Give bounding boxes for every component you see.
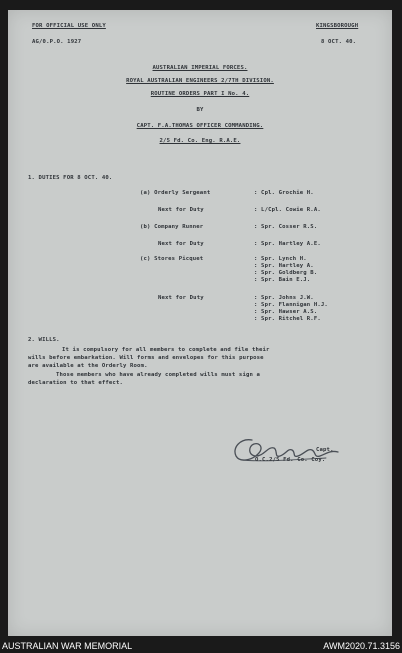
duty-name: : Spr. Hawser A.S. (254, 309, 318, 315)
duty-name: : Spr. Johns J.W. (254, 295, 314, 301)
section-2-heading: 2. WILLS. (28, 337, 60, 343)
archive-reference: AWM2020.71.3156 (323, 641, 400, 651)
title-line-6: 2/5 Fd. Co. Eng. R.A.E. (159, 138, 241, 144)
duty-name: : Spr. Flannigan H.J. (254, 302, 328, 308)
duty-label: (b) Company Runner (140, 224, 204, 230)
duty-name: : Cpl. Grochie H. (254, 190, 314, 196)
duty-name: : Spr. Cosser R.S. (254, 224, 318, 230)
duty-label: (a) Orderly Sergeant (140, 190, 211, 196)
archive-name: AUSTRALIAN WAR MEMORIAL (2, 641, 133, 651)
title-line-2: ROYAL AUSTRALIAN ENGINEERS 2/7TH DIVISION. (126, 78, 274, 84)
section-1-heading: 1. DUTIES FOR 8 OCT. 40. (28, 175, 113, 181)
duty-name: : Spr. Lynch H. (254, 256, 307, 262)
wills-paragraph-line: are available at the Orderly Room. (28, 363, 148, 369)
duty-name: : Spr. Goldberg B. (254, 270, 318, 276)
duty-name: : Spr. Hartley A.E. (254, 241, 321, 247)
document-page (8, 10, 392, 636)
duty-name: : Spr. Hartley A. (254, 263, 314, 269)
duty-name: : L/Cpl. Cowie R.A. (254, 207, 321, 213)
classification-mark: FOR OFFICIAL USE ONLY (32, 23, 106, 29)
duty-label: Next for Duty (158, 241, 204, 247)
signature-rank: Capt. (316, 447, 334, 453)
wills-paragraph-line: declaration to that effect. (28, 380, 123, 386)
duty-name: : Spr. Bain E.J. (254, 277, 311, 283)
duty-label: Next for Duty (158, 295, 204, 301)
duty-label: (c) Stores Picquet (140, 256, 204, 262)
reference-number: AG/0.P.O. 1927 (32, 39, 82, 45)
title-line-1: AUSTRALIAN IMPERIAL FORCES. (152, 65, 248, 71)
document-date: 8 OCT. 40. (321, 39, 357, 45)
wills-paragraph-line: wills before embarkation. Will forms and envelopes for this purpose (28, 355, 264, 361)
wills-paragraph-line: It is compulsory for all members to complete and file their (62, 347, 270, 353)
title-line-3: ROUTINE ORDERS PART I No. 4. (150, 91, 250, 97)
duty-label: Next for Duty (158, 207, 204, 213)
wills-paragraph-line: Those members who have already completed wills must sign a (56, 372, 261, 378)
title-line-4: BY (196, 107, 204, 113)
location: KINGSBOROUGH (316, 23, 359, 29)
duty-name: : Spr. Ritchel R.F. (254, 316, 321, 322)
title-line-5: CAPT. F.A.THOMAS OFFICER COMMANDING. (136, 123, 264, 129)
signature-unit: O.C.2/5 Fd. Co. Coy. (255, 457, 326, 463)
